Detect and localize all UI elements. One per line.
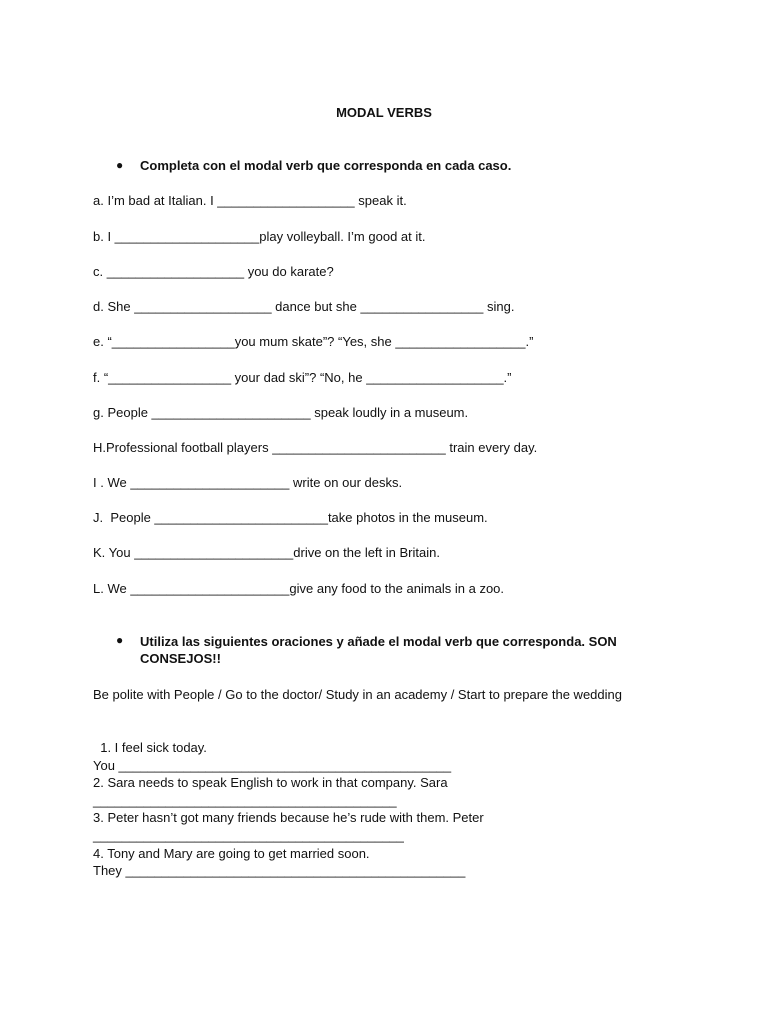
instruction-2: Utiliza las siguientes oraciones y añade el modal verb que corresponda. SON CONSEJOS!!: [140, 634, 617, 666]
advice-line-1: 1. I feel sick today.: [93, 740, 207, 755]
exercise-item-c: c. ___________________ you do karate?: [93, 264, 334, 279]
advice-line-4: 4. Tony and Mary are going to get married soon.: [93, 846, 370, 861]
advice-line-2: 2. Sara needs to speak English to work in that company. Sara: [93, 775, 448, 790]
bullet-1: ●: [116, 158, 124, 172]
advice-phrases: Be polite with People / Go to the doctor/ Study in an academy / Start to prepare the wedding: [93, 687, 622, 702]
advice-answer-1: You ______________________________________________: [93, 758, 452, 773]
exercise-item-l: L. We ______________________give any food to the animals in a zoo.: [93, 581, 505, 596]
exercise-item-e: e. “_________________you mum skate”? “Yes, she __________________.”: [93, 334, 534, 349]
exercise-item-f: f. “_________________ your dad ski”? “No, he ___________________.”: [93, 370, 512, 385]
exercise-item-k: K. You ______________________drive on the left in Britain.: [93, 545, 440, 560]
exercise-item-h: H.Professional football players ________________________ train every day.: [93, 440, 538, 455]
exercise-item-g: g. People ______________________ speak loudly in a museum.: [93, 405, 469, 420]
exercise-item-b: b. I ____________________play volleyball. I’m good at it.: [93, 229, 426, 244]
instruction-1: Completa con el modal verb que corresponda en cada caso.: [140, 158, 512, 173]
advice-answer-3: ___________________________________________: [93, 828, 404, 843]
page-title: MODAL VERBS: [336, 105, 432, 120]
advice-answer-2: __________________________________________: [93, 793, 397, 808]
exercise-item-j: J. People ________________________take photos in the museum.: [93, 510, 488, 525]
advice-answer-4: They _______________________________________________: [93, 863, 466, 878]
advice-line-3: 3. Peter hasn’t got many friends because he’s rude with them. Peter: [93, 810, 484, 825]
bullet-2: ●: [116, 633, 124, 647]
exercise-item-i: I . We ______________________ write on our desks.: [93, 475, 403, 490]
exercise-item-d: d. She ___________________ dance but she _________________ sing.: [93, 299, 515, 314]
exercise-item-a: a. I’m bad at Italian. I ___________________ speak it.: [93, 193, 407, 208]
